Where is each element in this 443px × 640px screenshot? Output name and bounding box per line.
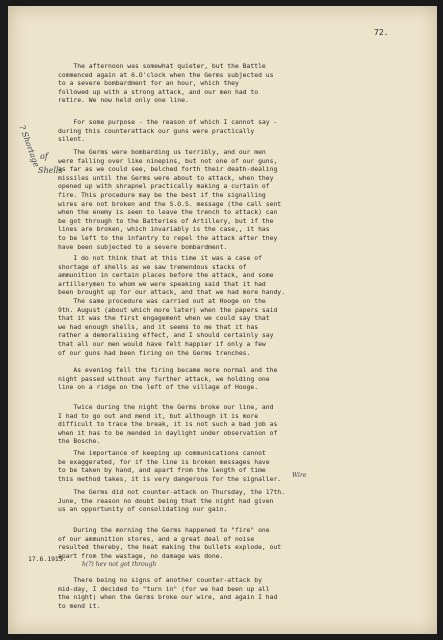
paragraph bbox=[58, 366, 430, 392]
text-line: wires are not broken and the S.O.S. message (the call sent bbox=[58, 199, 282, 208]
text-line: difficult to trace the break, it is not such a bad job as bbox=[58, 420, 278, 429]
text-line: as far as we could see, belched forth their death-dealing bbox=[58, 165, 278, 174]
text-line: when it has to be mended in daylight under observation of bbox=[58, 428, 278, 437]
text-line: were falling over like ninepins, but not one of our guns, bbox=[58, 156, 278, 165]
text-line: to mend it. bbox=[58, 601, 101, 610]
text-line: of our ammunition stores, and a great deal of noise bbox=[58, 534, 255, 543]
text-line: the night) when the Germs broke our wire, and again I had bbox=[58, 593, 278, 602]
text-line: mid-day, I decided to "turn in" (for we had been up all bbox=[58, 584, 270, 593]
handwritten-annotation: h(?) hev not got through bbox=[82, 561, 157, 568]
text-line: ammunition in certain places before the attack, and some bbox=[58, 271, 274, 280]
text-line: The same procedure was carried out at Hooge on the bbox=[58, 297, 266, 305]
text-line: There being no signs of another counter-attack by bbox=[58, 576, 262, 584]
paragraph bbox=[58, 403, 430, 446]
text-line: apart from the wastage, no damage was done. bbox=[58, 551, 224, 560]
text-line: we had enough shells, and it seems to me that it has bbox=[58, 322, 259, 331]
text-line: to a severe bombardment for an hour, which they bbox=[58, 79, 239, 88]
paragraph bbox=[58, 449, 430, 483]
text-line: this method takes, it is very dangerous for the signaller. bbox=[58, 474, 282, 483]
text-line: During the morning the Germs happened to "fire" one bbox=[58, 526, 270, 534]
text-line: that it was the first engagement when we could say that bbox=[58, 314, 270, 323]
text-line: The Germs were bombarding us terribly, and our men bbox=[58, 148, 266, 156]
margin-date: 17.6.1915. bbox=[28, 555, 67, 563]
paragraph bbox=[58, 526, 430, 560]
text-line: night passed without any further attack, we holding one bbox=[58, 374, 270, 383]
text-line: have been subjected to a severe bombardment. bbox=[58, 242, 228, 251]
text-line: shortage of shells as we saw tremendous stacks of bbox=[58, 262, 247, 271]
text-line: of our guns had been firing on the Germs trenches. bbox=[58, 348, 251, 357]
text-line: followed up with a strong attack, and our men had to bbox=[58, 87, 259, 96]
text-line: the Bosche. bbox=[58, 437, 101, 446]
text-line: The Germs did not counter-attack on Thursday, the 17th. bbox=[58, 488, 286, 496]
text-line: fire. This procedure may be the best if the signalling bbox=[58, 190, 266, 199]
text-line: Twice during the night the Germs broke our line, and bbox=[58, 403, 274, 411]
text-line: I do not think that at this time it was a case of bbox=[58, 254, 262, 262]
text-line: to be left to the infantry to repel the attack after they bbox=[58, 233, 278, 242]
paragraph bbox=[58, 576, 430, 610]
text-line: that all our men would have felt happier if only a few bbox=[58, 339, 266, 348]
text-line: to be taken by hand, and apart from the length of time bbox=[58, 466, 266, 475]
text-line: I had to go out and mend it, but although it is more bbox=[58, 411, 259, 420]
text-line: The afternoon was somewhat quieter, but the Battle bbox=[58, 62, 266, 70]
text-line: when the enemy is seen to leave the trench to attack) can bbox=[58, 208, 278, 217]
paragraph bbox=[58, 254, 430, 297]
text-line: 9th. August (about which more later) when the papers said bbox=[58, 305, 278, 314]
text-line: lines are broken, which invariably is the case,, it has bbox=[58, 225, 270, 234]
text-line: The importance of keeping up communications cannot bbox=[58, 449, 266, 457]
text-line: retire. We now held only one line. bbox=[58, 96, 189, 105]
paragraph bbox=[58, 488, 430, 514]
text-line: missiles until the Germs were about to attack, when they bbox=[58, 173, 274, 182]
text-line: opened up with shrapnel practically making a curtain of bbox=[58, 182, 270, 191]
text-line: us an opportunity of consolidating our gain. bbox=[58, 505, 228, 514]
margin-note-line: of bbox=[40, 152, 48, 161]
text-line: be got through to the Batteries of Artillery, but if the bbox=[58, 216, 274, 225]
paragraph bbox=[58, 148, 430, 251]
handwritten-correction: Wire bbox=[292, 472, 307, 479]
text-line: artillerymen to whom we were speaking said that it had bbox=[58, 279, 266, 288]
document-page bbox=[8, 6, 437, 634]
text-line: rather a demoralising effect, and I should certainly say bbox=[58, 331, 274, 340]
page-number: 72. bbox=[374, 28, 389, 37]
text-line: during this counterattack our guns were practically bbox=[58, 126, 255, 135]
paragraph bbox=[58, 118, 430, 144]
text-line: June, the reason no doubt being that the night had given bbox=[58, 496, 274, 505]
text-line: line on a ridge on the left of the village of Hooge. bbox=[58, 383, 259, 392]
margin-note-line: ? Shortage bbox=[17, 124, 42, 169]
text-line: As evening fell the firing became more normal and the bbox=[58, 366, 278, 374]
margin-note-line: Shells bbox=[38, 166, 63, 175]
paragraph bbox=[58, 297, 430, 357]
text-line: silent. bbox=[58, 135, 85, 144]
text-line: resulted thereby, the heat making the bullets explode, out bbox=[58, 543, 282, 552]
text-line: be exaggerated, for if the line is broken messages have bbox=[58, 457, 270, 466]
text-line: For some purpose - the reason of which I cannot say - bbox=[58, 118, 278, 126]
paragraph bbox=[58, 62, 430, 105]
text-line: been brought up for our attack, and that we had more handy. bbox=[58, 288, 286, 297]
text-line: commenced again at 6.O'clock when the Germs subjected us bbox=[58, 70, 274, 79]
